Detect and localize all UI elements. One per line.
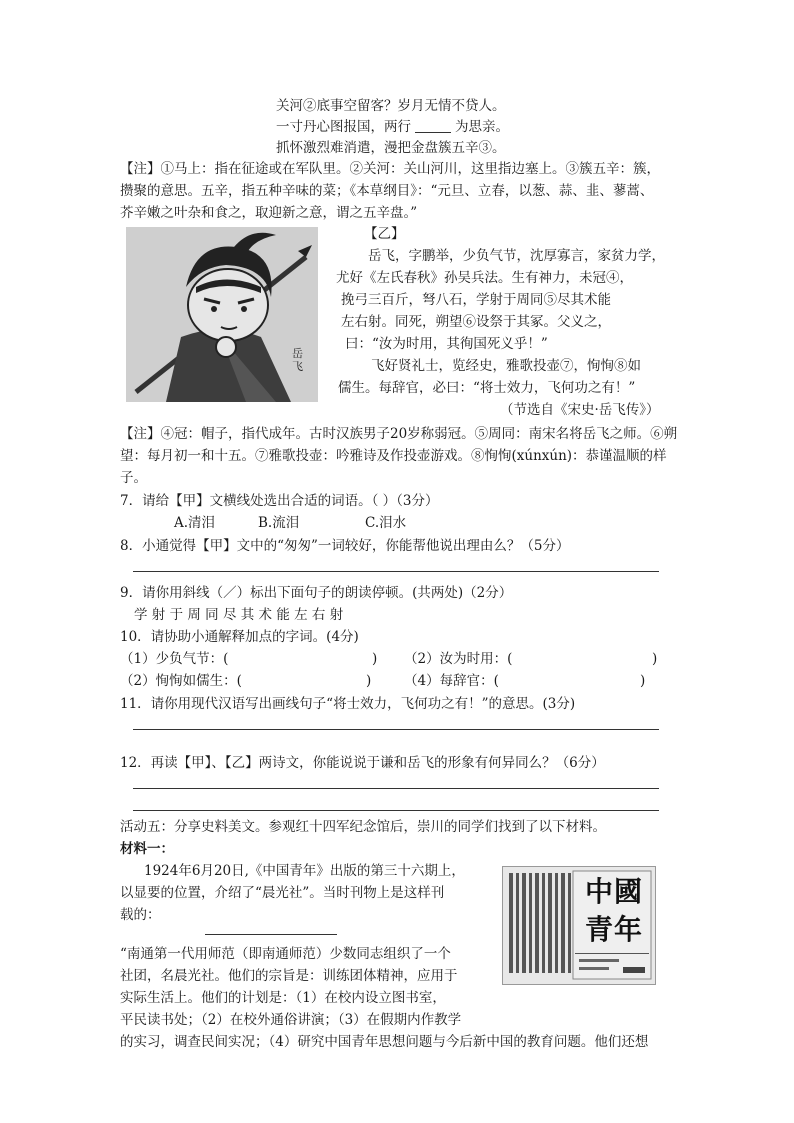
material-1-quote-2: 社团，名晨光社。他们的宗旨是：训练团体精神，应用于 bbox=[120, 968, 458, 984]
poem-line-3: 抓怀激烈难消遣，漫把金盘簇五辛③。 bbox=[276, 140, 506, 156]
note2-line-3: 子。 bbox=[120, 470, 147, 486]
q10-item-2: （2）汝为时用：( bbox=[404, 651, 513, 667]
poem-line-2-start: 一寸丹心图报国，两行 bbox=[276, 119, 411, 135]
q10-item-1-close: ) bbox=[372, 651, 378, 667]
question-9: 9．请你用斜线（／）标出下面句子的朗读停顿。(共两处)（2分） bbox=[120, 585, 513, 601]
material-1-para-2: 以显要的位置，介绍了“晨光社”。当时刊物上是这样刊 bbox=[120, 885, 445, 901]
q11-answer-line[interactable] bbox=[133, 729, 659, 730]
yi-line-3: 挽弓三百斤，弩八石，学射于周同⑤尽其术能 bbox=[341, 292, 611, 308]
q8-answer-line[interactable] bbox=[133, 571, 659, 572]
question-8: 8．小通觉得【甲】文中的“匆匆”一词较好，你能帮他说出理由么？（5分） bbox=[120, 538, 570, 554]
q9-sentence[interactable]: 学 射 于 周 同 尽 其 术 能 左 右 射 bbox=[134, 607, 344, 623]
note1-line-3: 芥辛嫩之叶杂和食之，取迎新之意，谓之五辛盘。” bbox=[120, 205, 418, 221]
yi-line-6: 飞好贤礼士，览经史，雅歌投壶⑦，恂恂⑧如 bbox=[371, 358, 641, 374]
yi-line-7 bbox=[338, 378, 635, 398]
q10-item-3-close: ) bbox=[366, 673, 372, 689]
material-1-quote-3: 实际生活上。他们的计划是：（1）在校内设立图书室， bbox=[120, 990, 446, 1006]
yi-line-2: 尤好《左氏春秋》孙吴兵法。生有神力，未冠④， bbox=[336, 270, 633, 286]
poem-line-2 bbox=[276, 117, 509, 137]
material-1-para-3: 载的： bbox=[120, 907, 161, 923]
note2-line-2: 望：每月初一和十五。⑦雅歌投壶：吟雅诗及作投壶游戏。⑧恂恂(xúnxún)：恭谨温顺的样 bbox=[120, 448, 667, 464]
material-1-para-1: 1924年6月20日,《中国青年》出版的第三十六期上， bbox=[144, 863, 465, 879]
material-1-label: 材料一： bbox=[120, 841, 174, 857]
warrior-cartoon-image bbox=[126, 227, 318, 402]
note2-line-1: 【注】④冠：帽子，指代成年。古时汉族男子20岁称弱冠。⑤周同：南宋名将岳飞之师。⑥朔 bbox=[120, 426, 678, 442]
q10-item-3: （2）恂恂如儒生：( bbox=[120, 673, 242, 689]
material-1-quote-1: “南通第一代用师范（即南通师范）少数同志组织了一个 bbox=[120, 946, 451, 962]
material-1-quote-5: 的实习，调查民间实况；（4）研究中国青年思想问题与今后新中国的教育问题。他们还想 bbox=[120, 1034, 649, 1050]
q12-answer-line-2[interactable] bbox=[133, 810, 659, 811]
yue-fei-illustration bbox=[126, 227, 318, 402]
yi-line-1: 岳飞，字鹏举，少负气节，沈厚寡言，家贫力学， bbox=[368, 248, 665, 264]
journal-cover-image bbox=[502, 866, 656, 985]
signature-text: 岳飞 bbox=[292, 347, 303, 373]
yi-title: 【乙】 bbox=[364, 226, 405, 242]
poem-line-2-end: 为思亲。 bbox=[455, 119, 509, 135]
q10-item-1-label: （1）少负气节：( bbox=[120, 651, 229, 667]
fill-blank-underline[interactable] bbox=[415, 118, 451, 133]
question-10: 10．请协助小通解释加点的字词。(4分) bbox=[120, 629, 359, 645]
q10-item-4: （4）每辞官：( bbox=[404, 673, 499, 689]
question-11: 11．请你用现代汉语写出画线句子“将士效力，飞何功之有！”的意思。(3分) bbox=[120, 696, 576, 712]
note1-line-2: 攒聚的意思。五辛，指五种辛味的菜；《本草纲目》：“元旦、立春，以葱、蒜、韭、蓼蒿、 bbox=[120, 183, 654, 199]
q10-item-4-close: ) bbox=[640, 673, 646, 689]
activity-5-heading: 活动五：分享史料美文。参观红十四军纪念馆后，崇川的同学们找到了以下材料。 bbox=[120, 819, 606, 835]
question-7: 7．请给【甲】文横线处选出合适的词语。（ ）（3分） bbox=[120, 493, 439, 509]
journal-masthead: 中國青年 bbox=[584, 875, 643, 946]
yi-line-5: 曰：“汝为时用，其徇国死义乎！” bbox=[345, 336, 548, 352]
material-1-separator bbox=[205, 934, 337, 935]
q10-item-1 bbox=[120, 649, 228, 669]
q7-option-a[interactable]: A.清泪 bbox=[174, 515, 216, 531]
q7-option-b[interactable]: B.流泪 bbox=[258, 515, 300, 531]
q10-item-2-close: ) bbox=[652, 651, 658, 667]
note1-line-1: 【注】①马上：指在征途或在军队里。②关河：关山河川，这里指边塞上。③簇五辛：簇， bbox=[120, 161, 660, 177]
q12-answer-line-1[interactable] bbox=[133, 788, 659, 789]
yi-source: （节选自《宋史·岳飞传》） bbox=[500, 402, 660, 418]
material-1-quote-4: 平民读书处；（2）在校外通俗讲演；（3）在假期内作教学 bbox=[120, 1012, 462, 1028]
yi-line-4: 左右射。同死，朔望⑥设祭于其冢。父义之， bbox=[341, 314, 611, 330]
q7-option-c[interactable]: C.泪水 bbox=[365, 515, 407, 531]
yi-line-7-text: 儒生。每辞官，必曰：“将士效力，飞何功之有！” bbox=[338, 380, 636, 396]
question-12: 12．再读【甲】、【乙】两诗文，你能说说于谦和岳飞的形象有何异同么？（6分） bbox=[120, 755, 605, 771]
poem-line-1: 关河②底事空留客？岁月无情不贷人。 bbox=[276, 98, 506, 114]
